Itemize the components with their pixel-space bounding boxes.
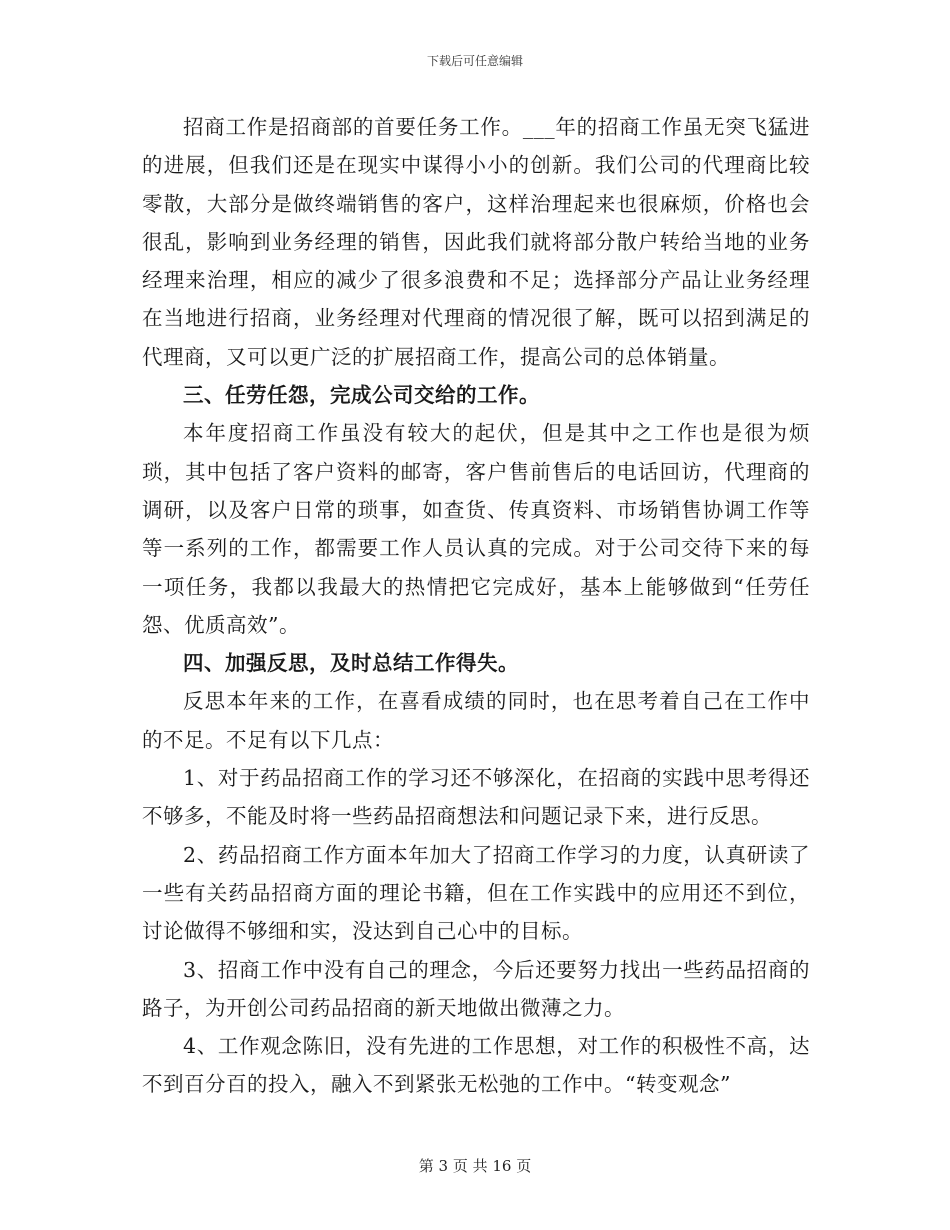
list-item-shortcoming-1: 1、对于药品招商工作的学习还不够深化，在招商的实践中思考得还不够多，不能及时将一些药品招商想法和问题记录下来，进行反思。: [142, 766, 810, 829]
paragraph-investment-work: 招商工作是招商部的首要任务工作。___年的招商工作虽无突飞猛进的进展，但我们还是在现实中谋得小小的创新。我们公司的代理商比较零散，大部分是做终端销售的客户，这样治理起来也很麻烦，价格也会很乱，影响到业务经理的销售，因此我们就将部分散户转给当地的业务经理来治理，相应的减少了很多浪费和不足；选择部分产品让业务经理在当地进行招商，业务经理对代理商的情况很了解，既可以招到满足的代理商，又可以更广泛的扩展招商工作，提高公司的总体销量。: [142, 115, 810, 369]
page-header: 下载后可任意编辑: [426, 54, 523, 68]
section-heading-4: 四、加强反思，及时总结工作得失。: [183, 651, 519, 676]
paragraph-annual-tasks: 本年度招商工作虽没有较大的起伏，但是其中之工作也是很为烦琐，其中包括了客户资料的邮寄，客户售前售后的电话回访，代理商的调研，以及客户日常的琐事，如查货、传真资料、市场销售协调工作等等一系列的工作，都需要工作人员认真的完成。对于公司交待下来的每一项任务，我都以我最大的热情把它完成好，基本上能够做到“任劳任怨、优质高效”。: [142, 421, 810, 637]
paragraph-reflection: 反思本年来的工作，在喜看成绩的同时，也在思考着自己在工作中的不足。不足有以下几点：: [142, 689, 810, 752]
list-item-shortcoming-4: 4、工作观念陈旧，没有先进的工作思想，对工作的积极性不高，达不到百分百的投入，融入不到紧张无松弛的工作中。“转变观念”: [142, 1034, 810, 1097]
document-body: [142, 108, 810, 1104]
list-item-shortcoming-2: 2、药品招商工作方面本年加大了招商工作学习的力度，认真研读了一些有关药品招商方面的理论书籍，但在工作实践中的应用还不到位，讨论做得不够细和实，没达到自己心中的目标。: [142, 842, 810, 944]
section-heading-3: 三、任劳任怨，完成公司交给的工作。: [183, 383, 540, 408]
list-item-shortcoming-3: 3、招商工作中没有自己的理念，今后还要努力找出一些药品招商的路子，为开创公司药品招商的新天地做出微薄之力。: [142, 957, 810, 1020]
page-number: 第 3 页 共 16 页: [418, 1157, 532, 1175]
